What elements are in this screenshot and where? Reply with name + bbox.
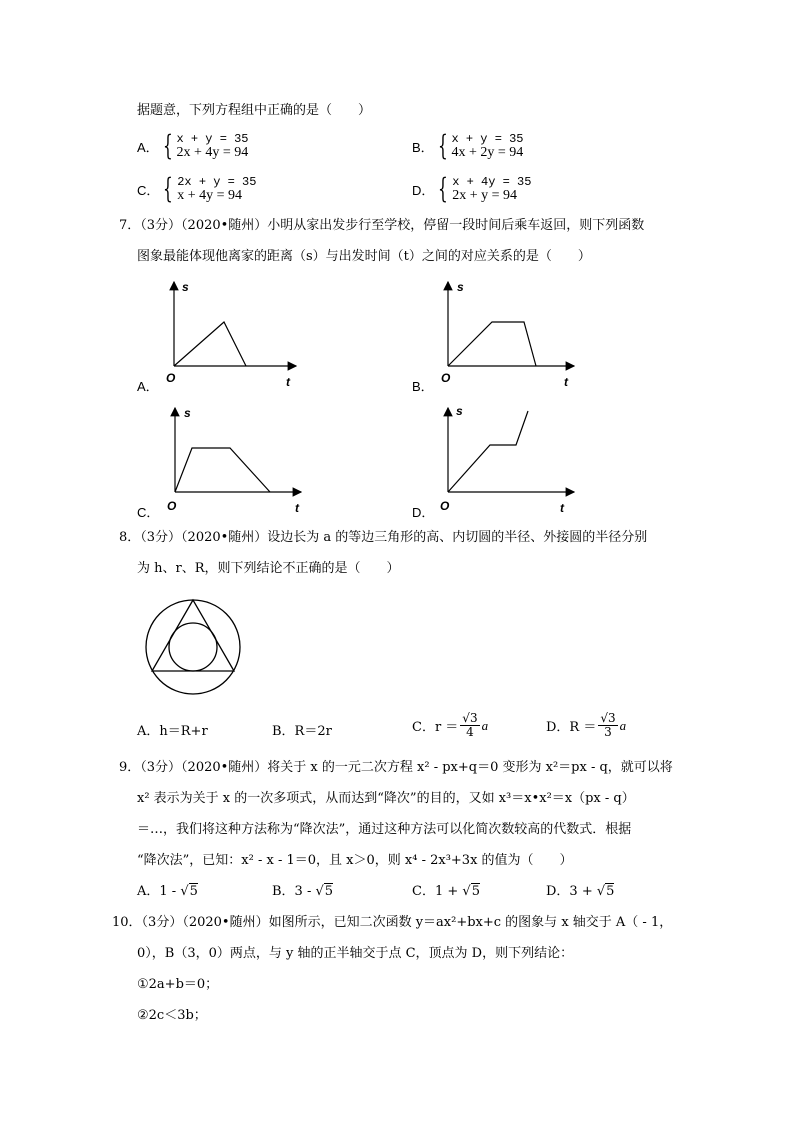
option-label: A． (137, 139, 159, 155)
q7-graph-d (436, 402, 581, 517)
brace-icon: { (437, 129, 448, 162)
brace-icon: { (163, 172, 174, 205)
graph-line (448, 322, 536, 366)
option-label: B．3 - (272, 884, 316, 899)
radicand: 5 (471, 884, 480, 899)
option-label: A．1 - (137, 884, 181, 899)
option-label: C．1 + (412, 884, 463, 899)
origin-label: O (166, 371, 176, 385)
q10-stem-line2: 0），B（3，0）两点，与 y 轴的正半轴交于点 C，顶点为 D，则下列结论： (137, 946, 574, 961)
q9-option-a[interactable] (137, 882, 198, 902)
radicand: 5 (189, 884, 198, 899)
fraction-numerator: √3 (462, 711, 478, 725)
axis-label-t: t (560, 501, 564, 515)
axis-label-t: t (286, 375, 290, 389)
equation-row: x + y = 35 (451, 132, 524, 146)
graph-line (448, 411, 528, 492)
q6-option-d[interactable] (412, 172, 532, 205)
option-label: B． (412, 139, 434, 155)
equation-row: 2x + y = 94 (452, 188, 518, 203)
sqrt: √5 (315, 884, 334, 899)
option-label: C． (137, 182, 160, 198)
equation-row: 4x + 2y = 94 (451, 145, 524, 160)
variable: a (481, 717, 489, 733)
axis-label-s: s (182, 280, 189, 294)
q9-stem-line1: 9．（3分）（2020•随州）将关于 x 的一元二次方程 x² - px+q＝0 变形为 x²＝px - q，就可以将 (119, 760, 673, 775)
option-label: D．3 + (546, 884, 597, 899)
q10-item-2: ②2c＜3b； (137, 1008, 207, 1023)
q10-item-1: ①2a+b＝0； (137, 977, 219, 992)
q7-stem-line2: 图象最能体现他离家的距离（s）与出发时间（t）之间的对应关系的是（ ） (137, 249, 591, 264)
axis-label-s: s (184, 406, 191, 420)
q7-graph-c (163, 402, 308, 517)
graph-line (174, 322, 246, 366)
origin-label: O (167, 499, 177, 513)
question-intro: 据题意，下列方程组中正确的是（ ） (137, 103, 372, 118)
equation-row: 2x + y = 35 (177, 175, 257, 189)
q7-graph-a (160, 276, 300, 391)
radicand: 5 (606, 884, 615, 899)
equation-row: x + 4y = 35 (452, 175, 532, 189)
option-label: D． (412, 182, 435, 198)
q9-option-b[interactable] (272, 882, 333, 902)
q9-stem-line2: x² 表示为关于 x 的一次多项式，从而达到“降次”的目的，又如 x³＝x•x²＝x（px - q） (137, 791, 635, 806)
equilateral-triangle (152, 600, 234, 671)
q7-option-b-label[interactable]: B． (412, 379, 434, 394)
q8-stem-line1: 8．（3分）（2020•随州）设边长为 a 的等边三角形的高、内切圆的半径、外接圆的半径分别 (119, 530, 648, 545)
q8-option-a[interactable]: A．h＝R+r (137, 724, 208, 739)
q7-stem-line1: 7．（3分）（2020•随州）小明从家出发步行至学校，停留一段时间后乘车返回，则下列函数 (119, 218, 645, 233)
q6-option-b[interactable] (412, 129, 524, 162)
q9-stem-line3: ＝…，我们将这种方法称为“降次法”，通过这种方法可以化简次数较高的代数式．根据 (137, 822, 632, 837)
q6-option-a[interactable] (137, 129, 249, 162)
brace-icon: { (438, 172, 449, 205)
fraction (598, 712, 617, 739)
q7-option-c-label[interactable]: C． (137, 505, 160, 520)
axis-label-t: t (564, 375, 568, 389)
brace-icon: { (162, 129, 173, 162)
q10-stem-line1: 10．（3分）（2020•随州）如图所示，已知二次函数 y＝ax²+bx+c 的图象与 x 轴交于 A（ - 1， (112, 915, 673, 930)
q7-option-a-label[interactable]: A． (137, 379, 159, 394)
axis-label-t: t (295, 501, 299, 515)
q8-option-b[interactable]: B．R＝2r (272, 724, 332, 739)
variable: a (619, 717, 627, 733)
origin-label: O (441, 371, 451, 385)
fraction (460, 712, 479, 739)
q7-option-d-label[interactable]: D． (412, 505, 435, 520)
option-label: D．R ＝ (546, 720, 597, 735)
q6-option-c[interactable] (137, 172, 257, 205)
q9-stem-line4: “降次法”，已知：x² - x - 1＝0，且 x＞0，则 x⁴ - 2x³+3x 的值为（ ） (137, 853, 573, 868)
equation-row: x + 4y = 94 (177, 188, 243, 203)
equation-row: 2x + 4y = 94 (176, 145, 249, 160)
q9-option-d[interactable] (546, 882, 614, 902)
graph-line (175, 448, 270, 492)
q8-triangle-circles-figure (140, 592, 250, 702)
sqrt: √5 (596, 884, 615, 899)
circumscribed-circle (146, 600, 240, 694)
q9-option-c[interactable] (412, 882, 480, 902)
origin-label: O (440, 499, 450, 513)
fraction-numerator: √3 (600, 711, 616, 725)
fraction-denominator: 4 (466, 725, 474, 739)
radicand: 5 (324, 884, 334, 899)
inscribed-circle (169, 623, 217, 671)
q8-option-c[interactable] (412, 712, 488, 739)
q8-stem-line2: 为 h、r、R，则下列结论不正确的是（ ） (137, 561, 400, 576)
sqrt: √5 (180, 884, 198, 899)
axis-label-s: s (456, 404, 463, 418)
sqrt: √5 (462, 884, 480, 899)
equation-row: x + y = 35 (176, 132, 249, 146)
option-label: C．r ＝ (412, 720, 459, 735)
fraction-denominator: 3 (604, 725, 612, 739)
axis-label-s: s (457, 280, 464, 294)
q8-option-d[interactable] (546, 712, 626, 739)
q7-graph-b (436, 276, 581, 391)
